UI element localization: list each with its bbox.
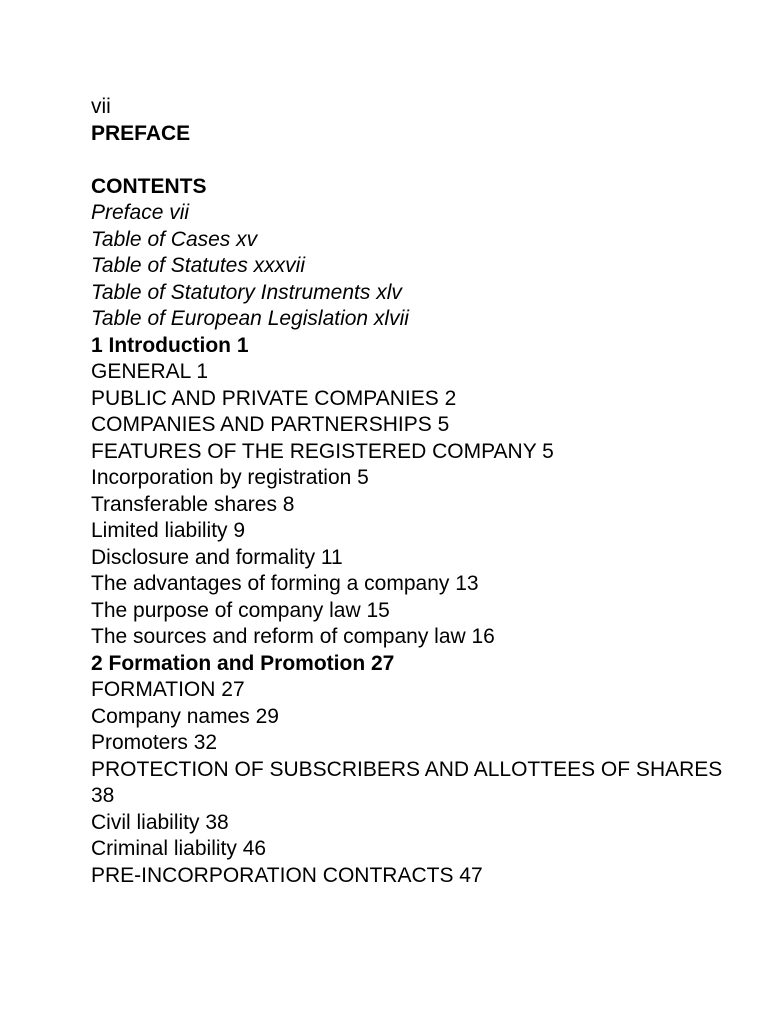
contents-entry: The sources and reform of company law 16 <box>91 625 495 648</box>
front-matter-entry: Table of European Legislation xlvii <box>91 307 409 330</box>
front-matter-entry: Preface vii <box>91 201 190 224</box>
preface-heading: PREFACE <box>91 121 191 145</box>
chapter-title: 2 Formation and Promotion 27 <box>91 651 395 675</box>
contents-entry: GENERAL 1 <box>91 360 209 383</box>
contents-entry: The purpose of company law 15 <box>91 598 390 622</box>
front-matter-entry: Table of Cases xv <box>91 227 258 251</box>
contents-entry: Limited liability 9 <box>91 519 246 542</box>
contents-entry: COMPANIES AND PARTNERSHIPS 5 <box>91 413 450 436</box>
page-number: vii <box>91 95 111 118</box>
contents-entry: FEATURES OF THE REGISTERED COMPANY 5 <box>91 439 554 463</box>
contents-entry: The advantages of forming a company 13 <box>91 572 479 595</box>
front-matter-entry: Table of Statutory Instruments xlv <box>91 280 402 304</box>
contents-entry: FORMATION 27 <box>91 678 245 701</box>
contents-entry: PROTECTION OF SUBSCRIBERS AND ALLOTTEES OF SHARES 38 <box>91 757 723 807</box>
contents-entry: PUBLIC AND PRIVATE COMPANIES 2 <box>91 386 457 410</box>
front-matter-entry: Table of Statutes xxxvii <box>91 254 305 277</box>
contents-entry: Civil liability 38 <box>91 810 229 834</box>
contents-heading: CONTENTS <box>91 174 207 198</box>
blank-line <box>91 147 741 174</box>
contents-entry: PRE-INCORPORATION CONTRACTS 47 <box>91 863 483 887</box>
chapter-title: 1 Introduction 1 <box>91 333 249 357</box>
contents-entry: Promoters 32 <box>91 731 218 754</box>
contents-entry: Incorporation by registration 5 <box>91 466 369 489</box>
contents-entry: Criminal liability 46 <box>91 837 267 860</box>
contents-entry: Company names 29 <box>91 704 279 728</box>
contents-entry: Transferable shares 8 <box>91 492 295 516</box>
contents-entry: Disclosure and formality 11 <box>91 545 343 569</box>
contents-text <box>91 94 741 889</box>
